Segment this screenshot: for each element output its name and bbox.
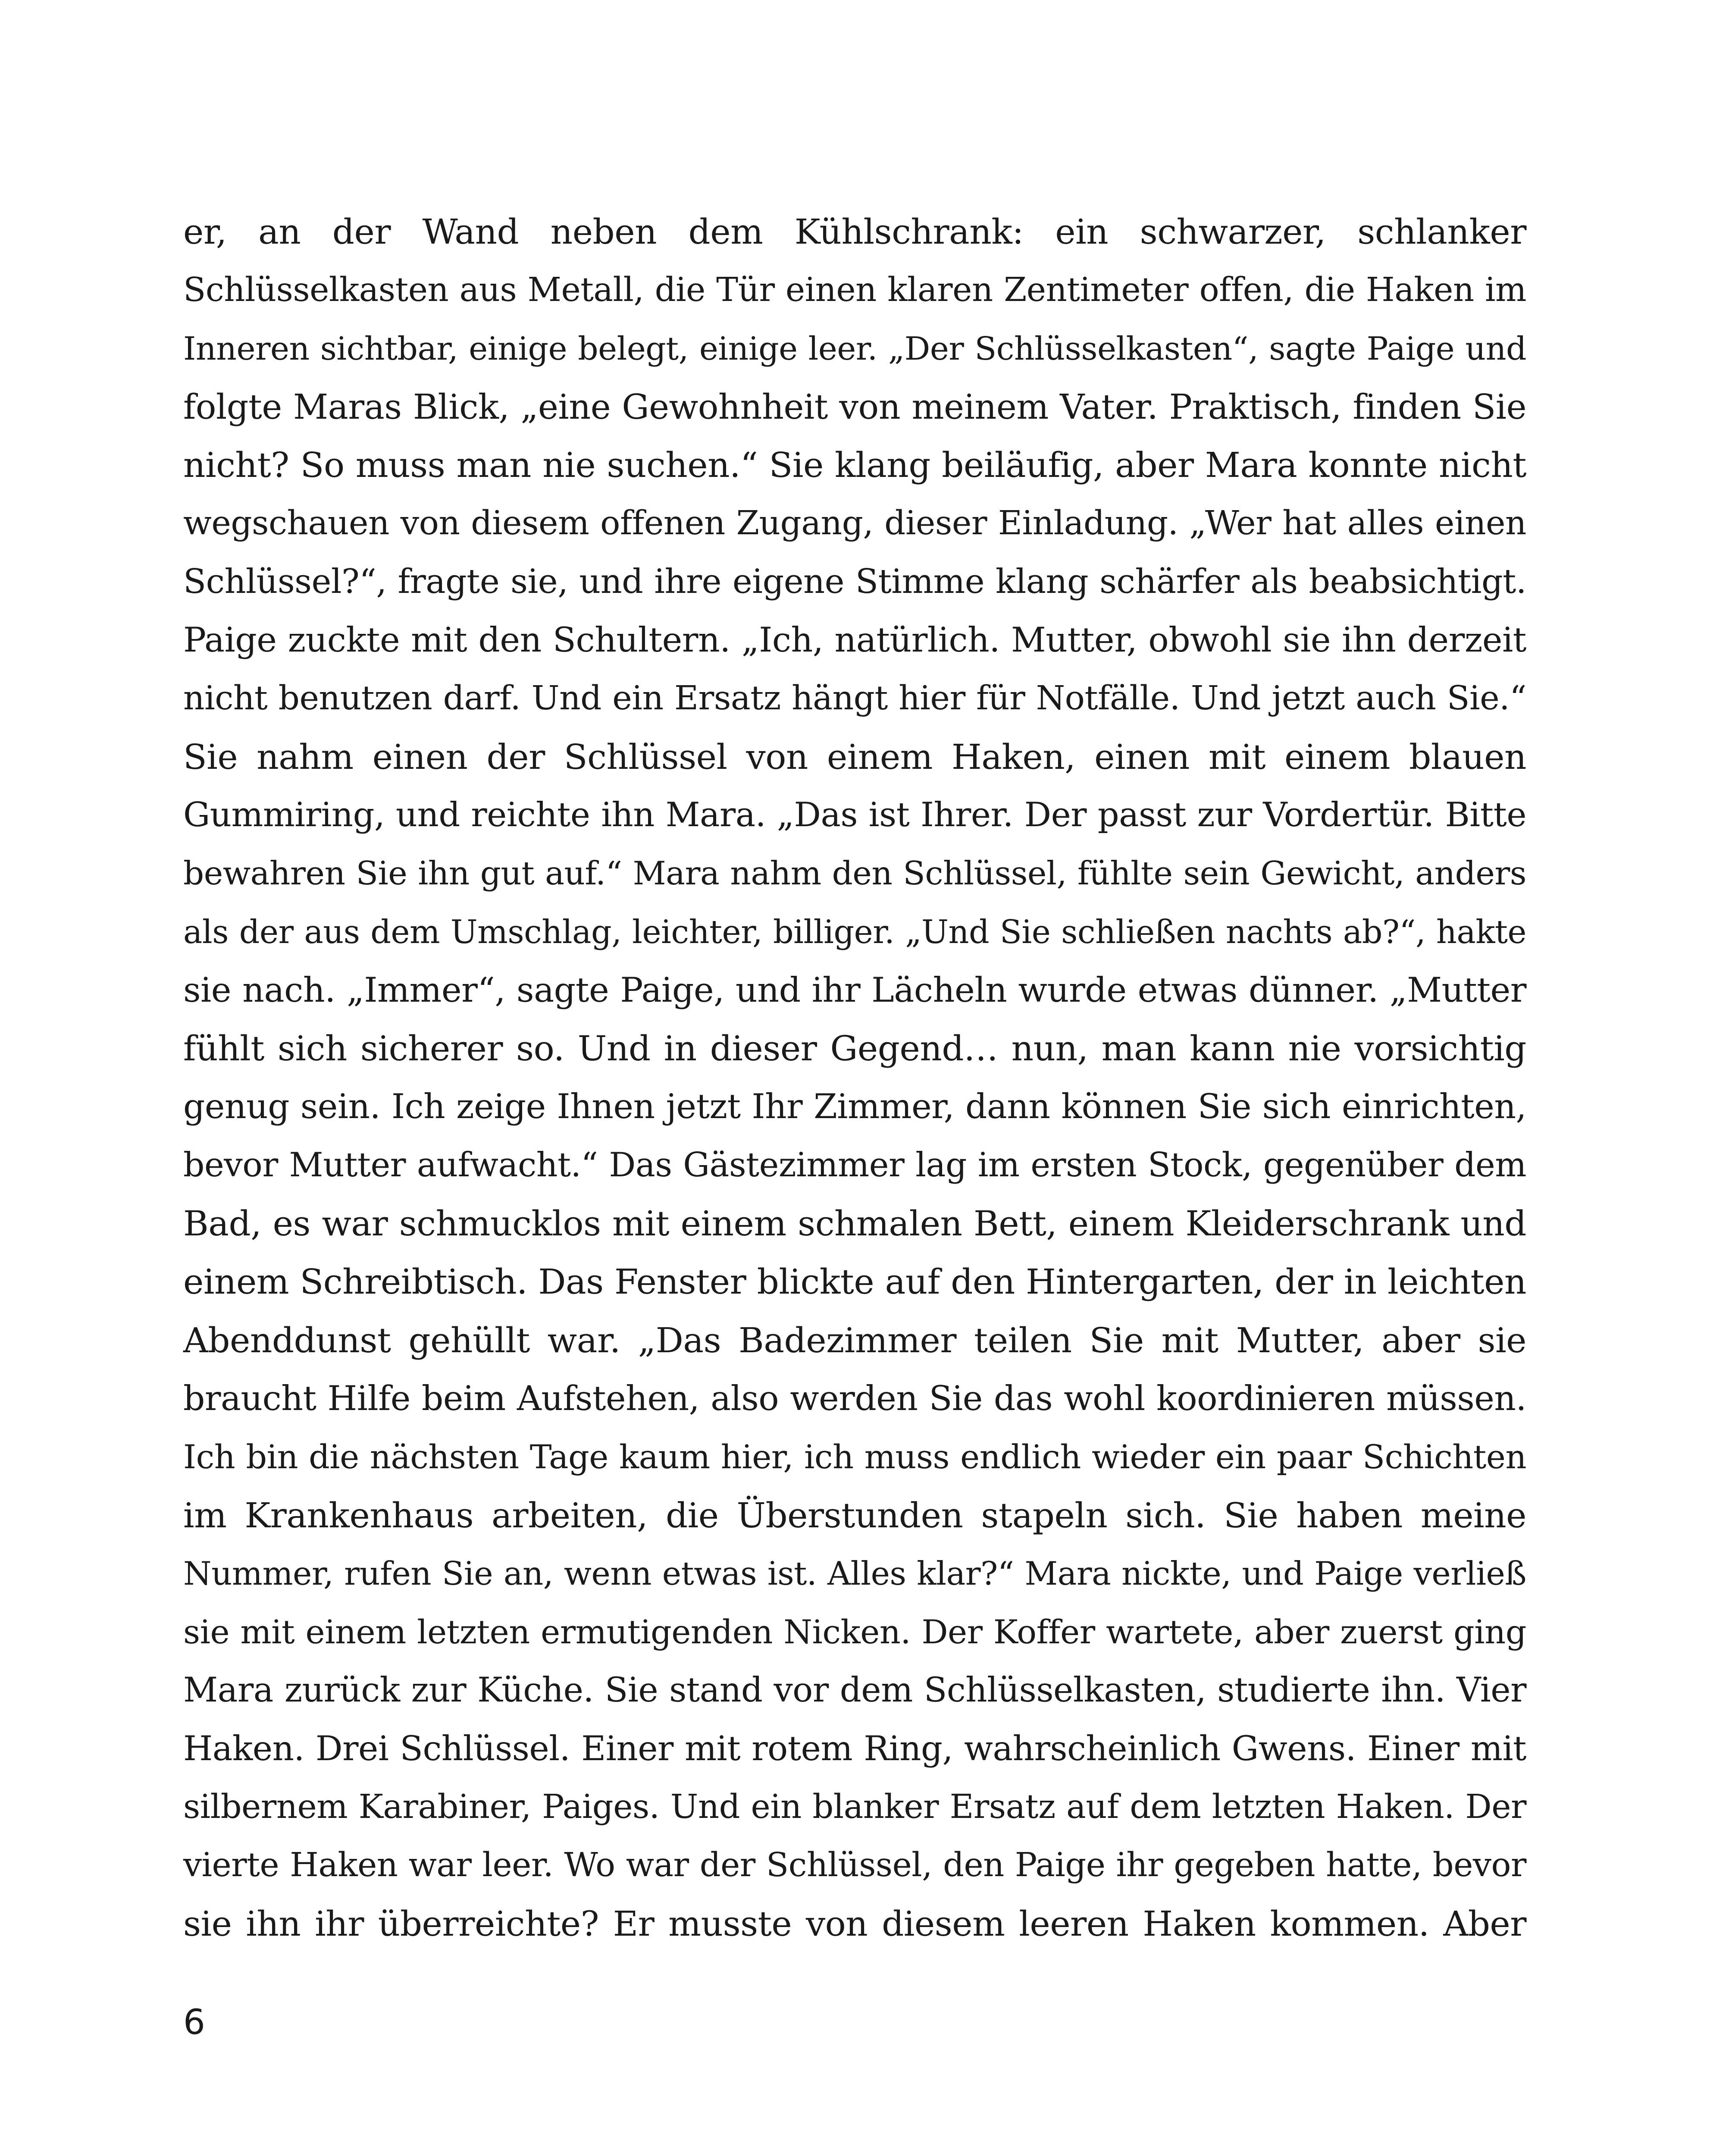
- text-line: Mara zurück zur Küche. Sie stand vor dem Schlüsselkasten, studierte ihn. Vier: [183, 1670, 1526, 1710]
- text-line: nicht benutzen darf. Und ein Ersatz hängt hier für Notfälle. Und jetzt auch Sie.“: [183, 679, 1526, 718]
- text-line: genug sein. Ich zeige Ihnen jetzt Ihr Zimmer, dann können Sie sich einrichten,: [183, 1087, 1526, 1127]
- page-number: 6: [183, 2002, 205, 2042]
- text-line: nicht? So muss man nie suchen.“ Sie klang beiläufig, aber Mara konnte nicht: [183, 445, 1526, 486]
- text-line: einem Schreibtisch. Das Fenster blickte auf den Hintergarten, der in leichten: [183, 1262, 1526, 1302]
- text-line: Bad, es war schmucklos mit einem schmalen Bett, einem Kleiderschrank und: [183, 1203, 1526, 1244]
- text-line: als der aus dem Umschlag, leichter, billiger. „Und Sie schließen nachts ab?“, hakte: [183, 913, 1526, 951]
- text-line: sie mit einem letzten ermutigenden Nicken. Der Koffer wartete, aber zuerst ging: [183, 1613, 1526, 1651]
- text-line: braucht Hilfe beim Aufstehen, also werden Sie das wohl koordinieren müssen.: [183, 1378, 1526, 1418]
- text-line: silbernem Karabiner, Paiges. Und ein blanker Ersatz auf dem letzten Haken. Der: [183, 1788, 1526, 1827]
- text-line: wegschauen von diesem offenen Zugang, dieser Einladung. „Wer hat alles einen: [183, 504, 1526, 543]
- text-line: Nummer, rufen Sie an, wenn etwas ist. Alles klar?“ Mara nickte, und Paige verließ: [183, 1554, 1526, 1592]
- text-line: im Krankenhaus arbeiten, die Überstunden stapeln sich. Sie haben meine: [183, 1495, 1526, 1536]
- text-line: er, an der Wand neben dem Kühlschrank: ein schwarzer, schlanker: [183, 212, 1526, 252]
- text-line: Schlüssel?“, fragte sie, und ihre eigene Stimme klang schärfer als beabsichtigt.: [183, 562, 1526, 601]
- text-line: Gummiring, und reichte ihn Mara. „Das ist Ihrer. Der passt zur Vordertür. Bitte: [183, 795, 1526, 834]
- text-line: sie nach. „Immer“, sagte Paige, und ihr Lächeln wurde etwas dünner. „Mutter: [183, 970, 1526, 1010]
- text-line: Ich bin die nächsten Tage kaum hier, ich muss endlich wieder ein paar Schichten: [183, 1438, 1526, 1476]
- text-line: Schlüsselkasten aus Metall, die Tür einen klaren Zentimeter offen, die Haken im: [183, 271, 1526, 310]
- text-line: bevor Mutter aufwacht.“ Das Gästezimmer lag im ersten Stock, gegenüber dem: [183, 1145, 1526, 1185]
- text-line: Sie nahm einen der Schlüssel von einem Haken, einen mit einem blauen: [183, 736, 1526, 777]
- text-line: bewahren Sie ihn gut auf.“ Mara nahm den Schlüssel, fühlte sein Gewicht, anders: [183, 854, 1526, 893]
- body-text: [183, 203, 1526, 1953]
- text-line: vierte Haken war leer. Wo war der Schlüssel, den Paige ihr gegeben hatte, bevor: [183, 1846, 1526, 1885]
- text-line: Paige zuckte mit den Schultern. „Ich, natürlich. Mutter, obwohl sie ihn derzeit: [183, 620, 1526, 660]
- text-line: sie ihn ihr überreichte? Er musste von diesem leeren Haken kommen. Aber: [183, 1903, 1526, 1944]
- text-line: fühlt sich sicherer so. Und in dieser Gegend… nun, man kann nie vorsichtig: [183, 1028, 1526, 1069]
- text-line: Inneren sichtbar, einige belegt, einige leer. „Der Schlüsselkasten“, sagte Paige und: [183, 329, 1526, 367]
- text-line: folgte Maras Blick, „eine Gewohnheit von meinem Vater. Praktisch, finden Sie: [183, 386, 1526, 427]
- text-line: Haken. Drei Schlüssel. Einer mit rotem Ring, wahrscheinlich Gwens. Einer mit: [183, 1729, 1526, 1768]
- text-line: Abenddunst gehüllt war. „Das Badezimmer teilen Sie mit Mutter, aber sie: [183, 1320, 1526, 1360]
